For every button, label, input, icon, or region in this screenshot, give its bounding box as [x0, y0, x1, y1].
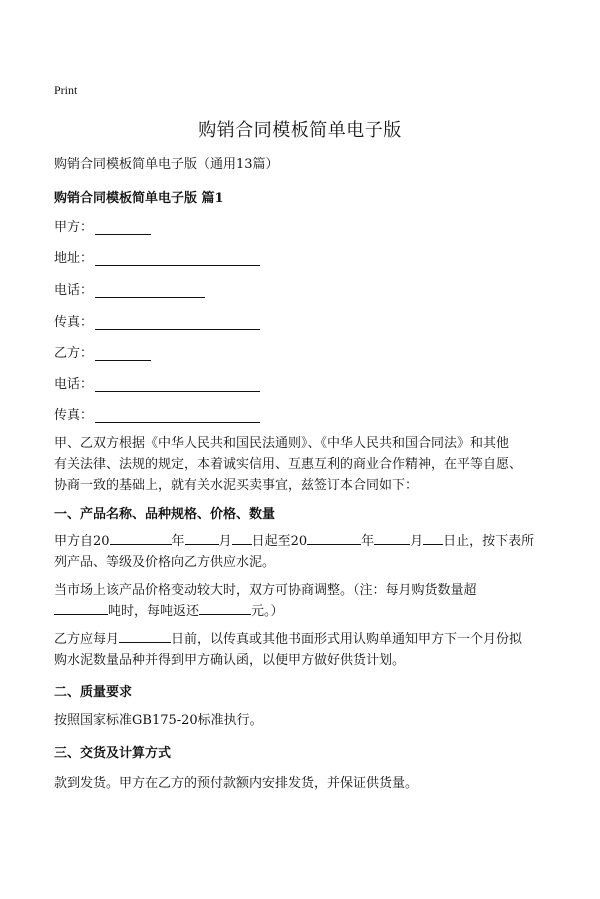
phone-a-field [54, 280, 205, 298]
fax-b-label: 传真： [54, 408, 94, 423]
phone-a-label: 电话： [54, 283, 94, 298]
paragraph-line: 当市场上该产品价格变动较大时，双方可协商调整。（注：每月购货数量超 [54, 583, 477, 598]
text-run: 日止，按下表所 [443, 534, 535, 549]
party-b-field [54, 343, 151, 361]
paragraph-line [54, 531, 554, 552]
text-run: 日前，以传真或其他书面形式用认购单通知甲方下一个月份拟 [171, 632, 523, 647]
text-run: 甲方自20 [54, 534, 110, 549]
section-3-text [54, 773, 554, 794]
article-heading: 购销合同模板简单电子版 篇1 [54, 191, 224, 206]
phone-a-blank [95, 283, 205, 298]
fax-b-field [54, 405, 260, 423]
print-link[interactable]: Print [54, 83, 78, 97]
fax-a-blank [95, 315, 260, 330]
address-field [54, 248, 260, 266]
text-run: 日起至20 [251, 534, 308, 549]
party-a-label: 甲方： [54, 220, 94, 235]
phone-b-label: 电话： [54, 377, 94, 392]
blank-underline [119, 630, 171, 643]
paragraph-line: 款到发货。甲方在乙方的预付款额内安排发货，并保证供货量。 [54, 776, 419, 791]
party-a-blank [95, 220, 151, 235]
blank-underline [185, 532, 219, 545]
document-subtitle: 购销合同模板简单电子版（通用13篇） [54, 157, 279, 172]
fax-b-blank [95, 408, 260, 423]
text-run: 月 [218, 534, 232, 549]
text-run: 月 [410, 534, 424, 549]
paragraph-line [54, 601, 554, 622]
text-run: 吨时，每吨返还 [108, 604, 200, 619]
blank-underline [232, 532, 252, 545]
section-2-text [54, 710, 554, 731]
intro-line: 协商一致的基础上，就有关水泥买卖事宜，兹签订本合同如下： [54, 478, 419, 493]
fax-a-field [54, 312, 260, 330]
paragraph-line: 列产品、等级及价格向乙方供应水泥。 [54, 555, 276, 570]
address-blank [95, 251, 260, 266]
party-b-blank [95, 346, 151, 361]
section-1-heading: 一、产品名称、品种规格、价格、数量 [54, 507, 276, 522]
blank-underline [423, 532, 443, 545]
phone-b-field [54, 374, 260, 392]
paragraph-line [54, 629, 554, 650]
blank-underline [307, 532, 361, 545]
section-1-paragraph-3 [54, 629, 554, 671]
section-1-paragraph-1 [54, 531, 554, 573]
intro-line: 甲、乙双方根据《中华人民共和国民法通则》、《中华人民共和国合同法》和其他 [54, 436, 510, 451]
phone-b-blank [95, 377, 260, 392]
party-b-label: 乙方： [54, 346, 94, 361]
blank-underline [110, 532, 172, 545]
intro-line: 有关法律、法规的规定，本着诚实信用、互惠互利的商业合作精神，在平等自愿、 [54, 457, 523, 472]
text-run: 元。） [251, 604, 284, 619]
intro-paragraph [54, 433, 554, 496]
text-run: 年 [361, 534, 375, 549]
blank-underline [54, 602, 108, 615]
address-label: 地址： [54, 251, 94, 266]
blank-underline [199, 602, 251, 615]
section-1-paragraph-2 [54, 580, 554, 622]
party-a-field [54, 217, 151, 235]
paragraph-line: 按照国家标准GB175-20标准执行。 [54, 713, 263, 728]
text-run: 乙方应每月 [54, 632, 120, 647]
text-run: 年 [171, 534, 185, 549]
fax-a-label: 传真： [54, 315, 94, 330]
document-title: 购销合同模板简单电子版 [198, 120, 402, 141]
section-3-heading: 三、交货及计算方式 [54, 746, 172, 761]
section-2-heading: 二、质量要求 [54, 685, 133, 700]
paragraph-line: 购水泥数量品种并得到甲方确认函，以便甲方做好供货计划。 [54, 653, 406, 668]
blank-underline [374, 532, 410, 545]
